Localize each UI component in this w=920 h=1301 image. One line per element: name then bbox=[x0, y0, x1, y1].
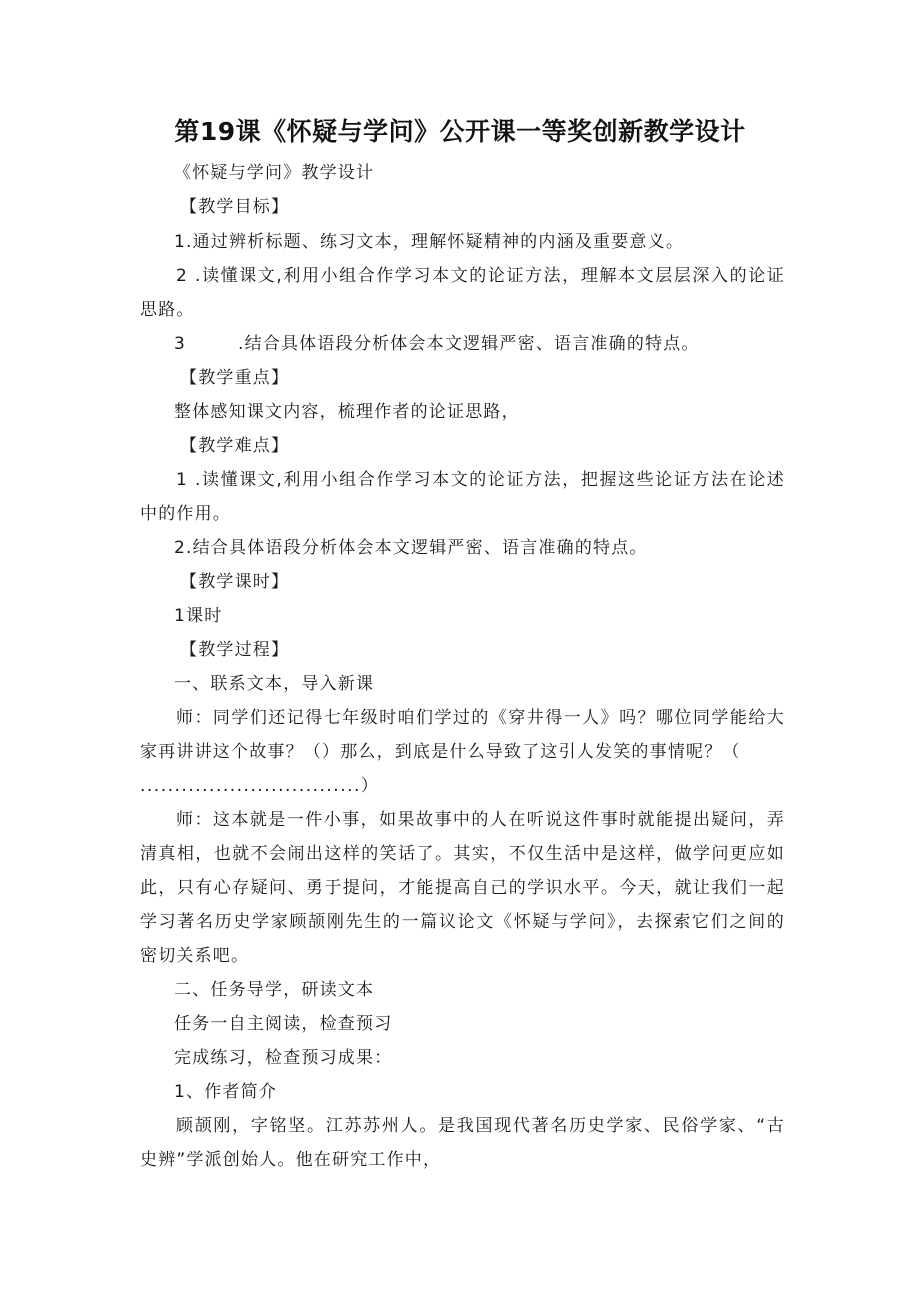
goal-item-3-text: .结合具体语段分析体会本文逻辑严密、语言准确的特点。 bbox=[238, 334, 700, 354]
heading-goals: 【教学目标】 bbox=[180, 197, 290, 217]
task-1-item-1: 1、作者简介 bbox=[174, 1082, 278, 1102]
task-1-subheading: 完成练习，检查预习成果： bbox=[174, 1048, 393, 1068]
heading-process: 【教学过程】 bbox=[180, 640, 290, 660]
process-step-1: 一、联系文本，导入新课 bbox=[174, 674, 375, 694]
process-paragraph-2: 师：这本就是一件小事，如果故事中的人在听说这件事时就能提出疑问，弄清真相，也就不会闹出这样的笑话了。其实，不仅生活中是这样，做学问更应如此，只有心存疑问、勇于提问，才能提高自己的学识水平。今天，就让我们一起学习著名历史学家顾颉刚先生的一篇议论文《怀疑与学问》，去探索它们之间的密切关系吧。 bbox=[140, 810, 785, 966]
goal-item-1: 1.通过辨析标题、练习文本，理解怀疑精神的内涵及重要意义。 bbox=[174, 232, 685, 252]
author-intro-paragraph: 顾颉刚，字铭坚。江苏苏州人。是我国现代著名历史学家、民俗学家、“古史辨”学派创始人。他在研究工作中， bbox=[140, 1116, 785, 1170]
class-hours-value: 1课时 bbox=[174, 606, 223, 626]
goal-item-3-number: 3 bbox=[174, 334, 187, 354]
key-point-1: 整体感知课文内容，梳理作者的论证思路， bbox=[174, 402, 520, 422]
goal-item-3 bbox=[174, 327, 785, 361]
heading-class-hours: 【教学课时】 bbox=[180, 572, 290, 592]
process-step-2: 二、任务导学，研读文本 bbox=[174, 980, 375, 1000]
document-title: 第19课《怀疑与学问》公开课一等奖创新教学设计 bbox=[174, 117, 746, 146]
difficult-point-1: 1 .读懂课文,利用小组合作学习本文的论证方法，把握这些论证方法在论述中的作用。 bbox=[140, 470, 785, 524]
process-paragraph-1-dots: ................................） bbox=[140, 776, 380, 796]
document-subtitle: 《怀疑与学问》教学设计 bbox=[174, 163, 375, 183]
heading-difficult-points: 【教学难点】 bbox=[180, 436, 290, 456]
task-1-heading: 任务一自主阅读，检查预习 bbox=[174, 1014, 393, 1034]
heading-key-points: 【教学重点】 bbox=[180, 368, 290, 388]
goal-item-2: 2 .读懂课文,利用小组合作学习本文的论证方法，理解本文层层深入的论证思路。 bbox=[140, 266, 785, 320]
process-paragraph-1: 师：同学们还记得七年级时咱们学过的《穿井得一人》吗？哪位同学能给大家再讲讲这个故事？（）那么，到底是什么导致了这引人发笑的事情呢？（ bbox=[140, 708, 785, 762]
difficult-point-2: 2.结合具体语段分析体会本文逻辑严密、语言准确的特点。 bbox=[174, 538, 648, 558]
